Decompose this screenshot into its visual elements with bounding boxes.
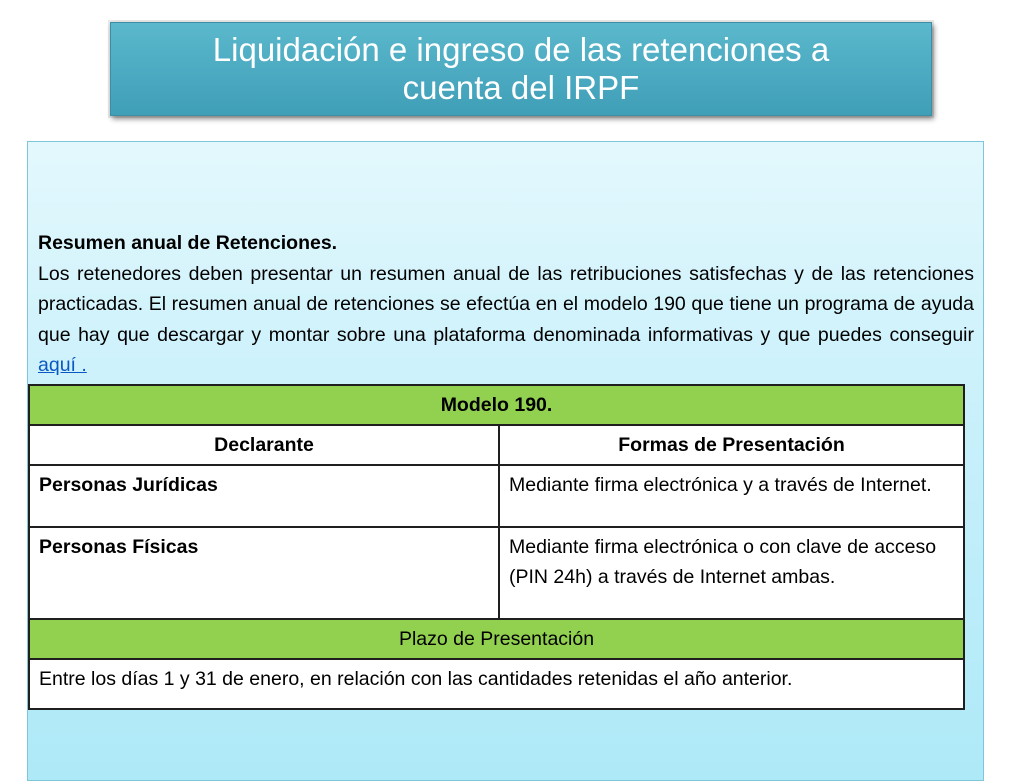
table-row xyxy=(29,527,964,619)
title-banner xyxy=(110,22,932,116)
table-row xyxy=(29,465,964,527)
declarante-cell: Personas Físicas xyxy=(29,527,499,619)
intro-paragraph xyxy=(38,228,974,381)
intro-body: Los retenedores deben presentar un resumen anual de las retribuciones satisfechas y de las retenciones practicadas. El resumen anual de retenciones se efectúa en el modelo 190 que tiene un programa de ayuda que hay que descargar y montar sobre una plataforma denominada informativas y que puedes conseguir xyxy=(38,262,974,346)
column-header-row xyxy=(29,425,964,465)
intro-heading: Resumen anual de Retenciones. xyxy=(38,232,338,254)
column-header-declarante: Declarante xyxy=(29,425,499,465)
forma-cell: Mediante firma electrónica o con clave de acceso (PIN 24h) a través de Internet ambas. xyxy=(499,527,964,619)
plazo-row xyxy=(29,659,964,709)
plazo-text: Entre los días 1 y 31 de enero, en relación con las cantidades retenidas el año anterior. xyxy=(29,659,964,709)
page-title-line-1: Liquidación e ingreso de las retenciones a xyxy=(212,31,830,68)
page-title xyxy=(193,31,849,107)
download-link[interactable]: aquí . xyxy=(38,354,87,376)
plazo-header-row xyxy=(29,619,964,659)
table-header-row xyxy=(29,385,964,425)
page-title-line-2: cuenta del IRPF xyxy=(402,69,640,106)
forma-cell: Mediante firma electrónica y a través de Internet. xyxy=(499,465,964,527)
plazo-header: Plazo de Presentación xyxy=(29,619,964,659)
table-header-modelo: Modelo 190. xyxy=(29,385,964,425)
column-header-formas: Formas de Presentación xyxy=(499,425,964,465)
declarante-cell: Personas Jurídicas xyxy=(29,465,499,527)
modelo-190-table xyxy=(28,384,965,710)
